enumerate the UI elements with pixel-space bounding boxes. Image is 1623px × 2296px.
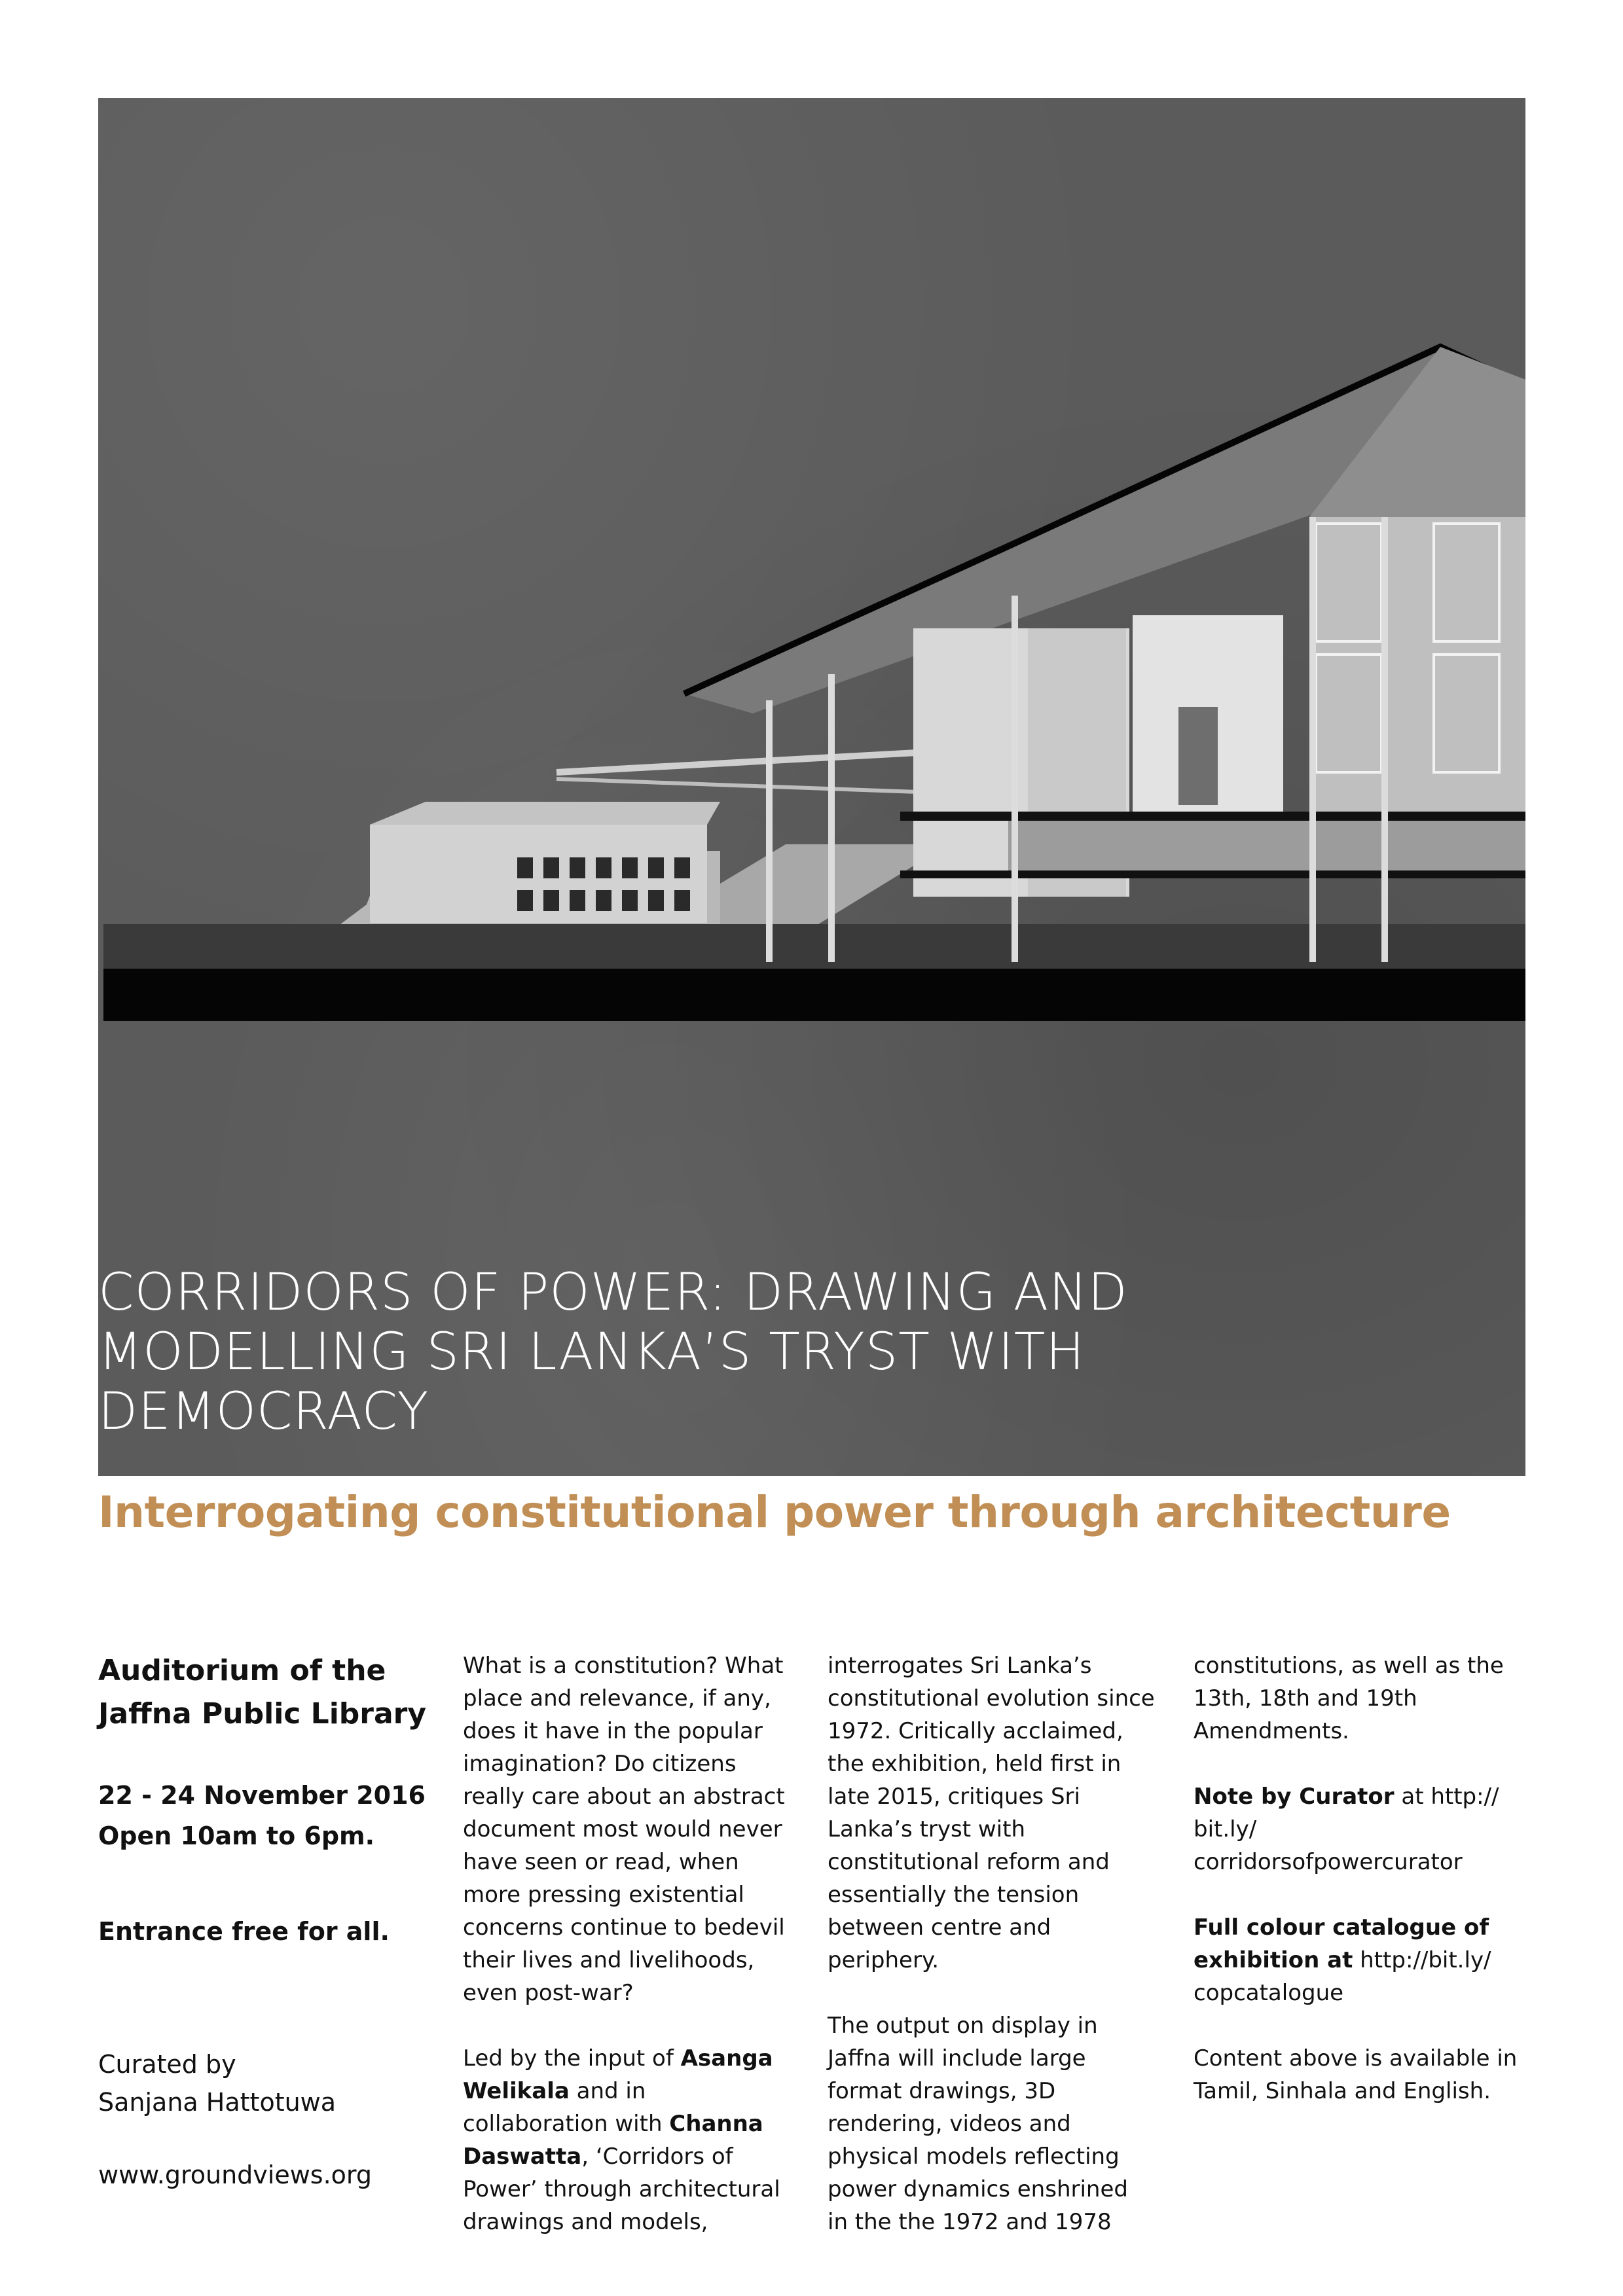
contributor-name: Welikala xyxy=(463,2078,570,2104)
credits-paragraph: Led by the input of Asanga Welikala and in collaboration with Channa Daswatta, ‘Corridors of Power’ through architectural drawings and models, xyxy=(463,2045,780,2235)
evolution-paragraph: interrogates Sri Lanka’s constitutional evolution since 1972. Critically acclaimed, the exhibition, held first in late 2015, critiques Sri Lanka’s tryst with constitutional reform and essentially the tension between centre and periphery. xyxy=(828,1653,1155,1973)
website-link[interactable]: www.groundviews.org xyxy=(98,2161,372,2189)
body-column-2 xyxy=(828,1649,1168,2271)
contributor-name: Daswatta xyxy=(463,2144,582,2170)
entrance-note: Entrance free for all. xyxy=(98,1917,390,1946)
exhibition-subtitle: Interrogating constitutional power through architecture xyxy=(98,1487,1451,1537)
note-link[interactable]: at http:// xyxy=(1394,1784,1499,1810)
contributor-name: Channa xyxy=(669,2111,763,2137)
title-line: CORRIDORS OF POWER: DRAWING AND xyxy=(98,1263,1128,1322)
contributor-name: Asanga xyxy=(680,2045,773,2072)
venue xyxy=(98,1649,439,1736)
event-dates xyxy=(98,1775,439,1856)
catalogue-note xyxy=(1194,1911,1560,2009)
hours-line: Open 10am to 6pm. xyxy=(98,1821,375,1850)
hero-image xyxy=(98,98,1525,1476)
curator-note xyxy=(1194,1780,1560,1878)
languages-note: Content above is available in Tamil, Sinhala and English. xyxy=(1194,2045,1518,2104)
note-link[interactable]: corridorsofpowercurator xyxy=(1194,1849,1463,1875)
title-line: MODELLING SRI LANKA’S TRYST WITH xyxy=(98,1323,1085,1382)
catalogue-label: Full colour catalogue of xyxy=(1194,1914,1489,1941)
amendments-paragraph: constitutions, as well as the 13th, 18th and 19th Amendments. xyxy=(1194,1653,1504,1744)
body-column-1 xyxy=(463,1649,803,2271)
note-label: Note by Curator xyxy=(1194,1784,1395,1810)
output-paragraph: The output on display in Jaffna will include large format drawings, 3D rendering, videos and physical models reflecting power dynamics enshrined in the the 1972 and 1978 xyxy=(828,2013,1128,2235)
architecture-drawing xyxy=(98,98,1525,1047)
venue-line: Auditorium of the xyxy=(98,1654,386,1687)
catalogue-label: exhibition at xyxy=(1194,1947,1353,1973)
intro-paragraph: What is a constitution? What place and relevance, if any, does it have in the popular imagination? Do citizens really care about an abstract document most would never have seen or read, when more pressing existential concerns continue to bedevil their lives and livelihoods, even post-war? xyxy=(463,1653,785,2006)
dates-line: 22 - 24 November 2016 xyxy=(98,1781,426,1810)
venue-line: Jaffna Public Library xyxy=(98,1697,427,1731)
ground-slab xyxy=(103,969,1525,1021)
curated-label: Curated by xyxy=(98,2050,236,2079)
exhibition-title xyxy=(98,1263,1473,1442)
event-info-column xyxy=(98,1649,439,1984)
curated-by xyxy=(98,2045,336,2121)
note-link[interactable]: bit.ly/ xyxy=(1194,1816,1257,1842)
body-column-3 xyxy=(1194,1649,1560,2140)
catalogue-link[interactable]: http://bit.ly/ xyxy=(1353,1947,1491,1973)
catalogue-link[interactable]: copcatalogue xyxy=(1194,1980,1344,2006)
title-line: DEMOCRACY xyxy=(98,1382,429,1441)
curator-name: Sanjana Hattotuwa xyxy=(98,2088,337,2117)
